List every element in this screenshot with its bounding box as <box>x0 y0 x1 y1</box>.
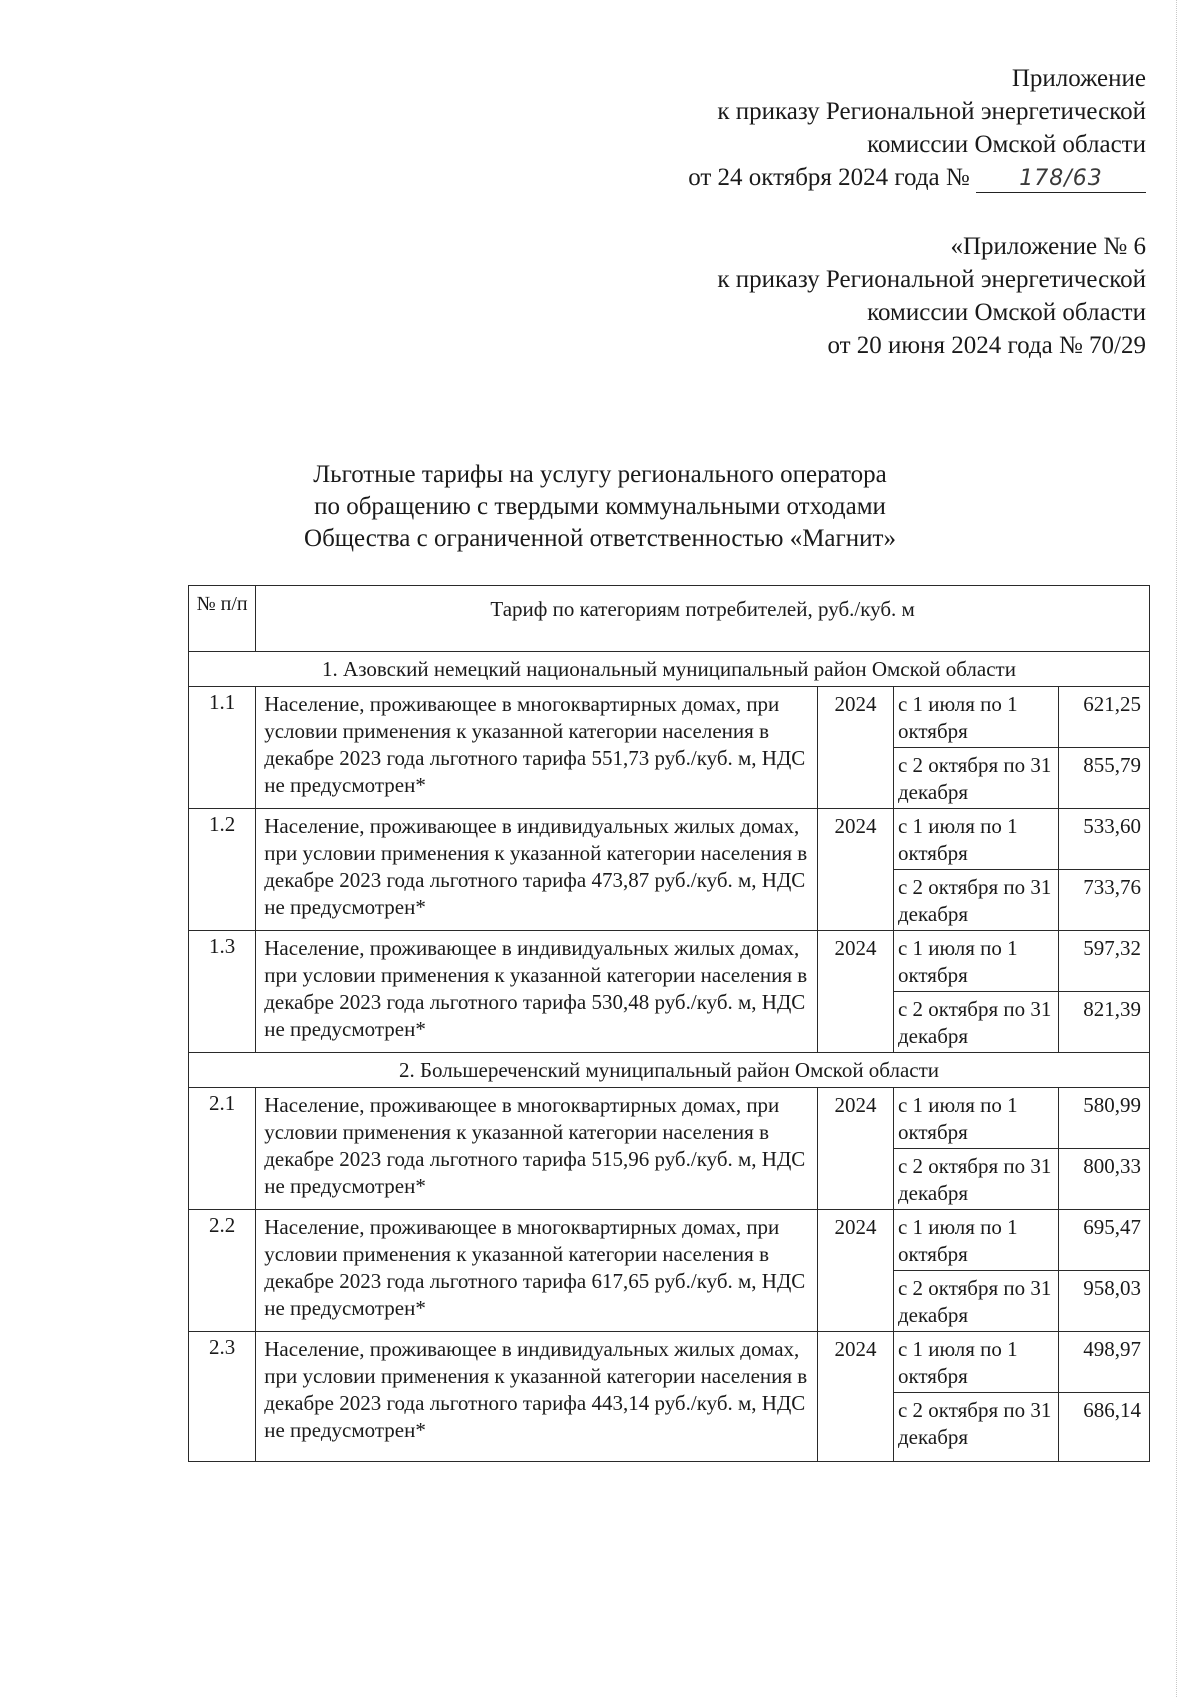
row-period: с 2 октября по 31 декабря <box>893 1271 1058 1332</box>
header-tariff-cell: Тариф по категориям потребителей, руб./куб. м <box>256 586 1150 652</box>
row-year: 2024 <box>818 809 894 931</box>
row-description: Население, проживающее в многоквартирных домах, при условии применения к указанной категории населения в декабре 2023 года льготного тарифа 515,96 руб./куб. м, НДС не предусмотрен* <box>256 1088 818 1210</box>
row-value: 800,33 <box>1058 1149 1149 1210</box>
section-title: 2. Большереченский муниципальный район Омской области <box>189 1053 1150 1088</box>
table-row <box>189 809 1150 870</box>
row-value: 821,39 <box>1058 992 1149 1053</box>
row-value: 621,25 <box>1058 687 1149 748</box>
row-period: с 1 июля по 1 октября <box>893 931 1058 992</box>
row-year: 2024 <box>818 1210 894 1332</box>
row-period: с 2 октября по 31 декабря <box>893 1393 1058 1462</box>
row-description: Население, проживающее в многоквартирных домах, при условии применения к указанной категории населения в декабре 2023 года льготного тарифа 551,73 руб./куб. м, НДС не предусмотрен* <box>256 687 818 809</box>
title-line: по обращению с твердыми коммунальными отходами <box>314 493 886 520</box>
row-num: 2.1 <box>189 1088 256 1210</box>
row-description: Население, проживающее в индивидуальных жилых домах, при условии применения к указанной категории населения в декабре 2023 года льготного тарифа 473,87 руб./куб. м, НДС не предусмотрен* <box>256 809 818 931</box>
row-value: 855,79 <box>1058 748 1149 809</box>
header-line: Приложение <box>1011 65 1146 92</box>
appendix-line: комиссии Омской области <box>867 299 1146 326</box>
appendix-line: к приказу Региональной энергетической <box>717 266 1146 293</box>
row-period: с 2 октября по 31 декабря <box>893 992 1058 1053</box>
table-row <box>189 1210 1150 1271</box>
header-line: к приказу Региональной энергетической <box>717 98 1146 125</box>
title-line: Льготные тарифы на услугу регионального оператора <box>313 461 887 488</box>
table-header-row <box>189 586 1150 652</box>
row-period: с 2 октября по 31 декабря <box>893 1149 1058 1210</box>
handwritten-order-number: 178/63 <box>976 166 1146 193</box>
title-line: Общества с ограниченной ответственностью «Магнит» <box>304 525 896 552</box>
appendix-header <box>717 230 1146 362</box>
row-num: 1.3 <box>189 931 256 1053</box>
header-date-prefix: от 24 октября 2024 года № <box>688 164 970 191</box>
row-description: Население, проживающее в индивидуальных жилых домах, при условии применения к указанной категории населения в декабре 2023 года льготного тарифа 530,48 руб./куб. м, НДС не предусмотрен* <box>256 931 818 1053</box>
row-num: 1.2 <box>189 809 256 931</box>
table-row <box>189 931 1150 992</box>
row-year: 2024 <box>818 1332 894 1462</box>
row-period: с 1 июля по 1 октября <box>893 687 1058 748</box>
row-period: с 2 октября по 31 декабря <box>893 870 1058 931</box>
document-title <box>200 459 1000 555</box>
row-value: 958,03 <box>1058 1271 1149 1332</box>
appendix-line: «Приложение № 6 <box>950 233 1146 260</box>
table-row <box>189 1088 1150 1149</box>
row-description: Население, проживающее в многоквартирных домах, при условии применения к указанной категории населения в декабре 2023 года льготного тарифа 617,65 руб./куб. м, НДС не предусмотрен* <box>256 1210 818 1332</box>
row-num: 2.3 <box>189 1332 256 1462</box>
row-value: 733,76 <box>1058 870 1149 931</box>
row-period: с 1 июля по 1 октября <box>893 1088 1058 1149</box>
section-row <box>189 1053 1150 1088</box>
row-value: 580,99 <box>1058 1088 1149 1149</box>
row-num: 1.1 <box>189 687 256 809</box>
header-line: комиссии Омской области <box>867 131 1146 158</box>
scan-edge-line <box>1176 0 1177 1697</box>
row-year: 2024 <box>818 931 894 1053</box>
header-date-line <box>688 161 1146 194</box>
row-value: 533,60 <box>1058 809 1149 870</box>
header-num-cell: № п/п <box>189 586 256 652</box>
row-year: 2024 <box>818 687 894 809</box>
row-period: с 2 октября по 31 декабря <box>893 748 1058 809</box>
row-period: с 1 июля по 1 октября <box>893 1210 1058 1271</box>
row-year: 2024 <box>818 1088 894 1210</box>
row-value: 695,47 <box>1058 1210 1149 1271</box>
section-row <box>189 652 1150 687</box>
appendix-line: от 20 июня 2024 года № 70/29 <box>827 332 1146 359</box>
section-title: 1. Азовский немецкий национальный муниципальный район Омской области <box>189 652 1150 687</box>
row-num: 2.2 <box>189 1210 256 1332</box>
row-value: 597,32 <box>1058 931 1149 992</box>
row-period: с 1 июля по 1 октября <box>893 1332 1058 1393</box>
order-header <box>688 62 1146 194</box>
row-period: с 1 июля по 1 октября <box>893 809 1058 870</box>
row-value: 498,97 <box>1058 1332 1149 1393</box>
table-row <box>189 687 1150 748</box>
row-value: 686,14 <box>1058 1393 1149 1462</box>
tariff-table <box>188 585 1150 1462</box>
row-description: Население, проживающее в индивидуальных жилых домах, при условии применения к указанной категории населения в декабре 2023 года льготного тарифа 443,14 руб./куб. м, НДС не предусмотрен* <box>256 1332 818 1462</box>
table-row <box>189 1332 1150 1393</box>
